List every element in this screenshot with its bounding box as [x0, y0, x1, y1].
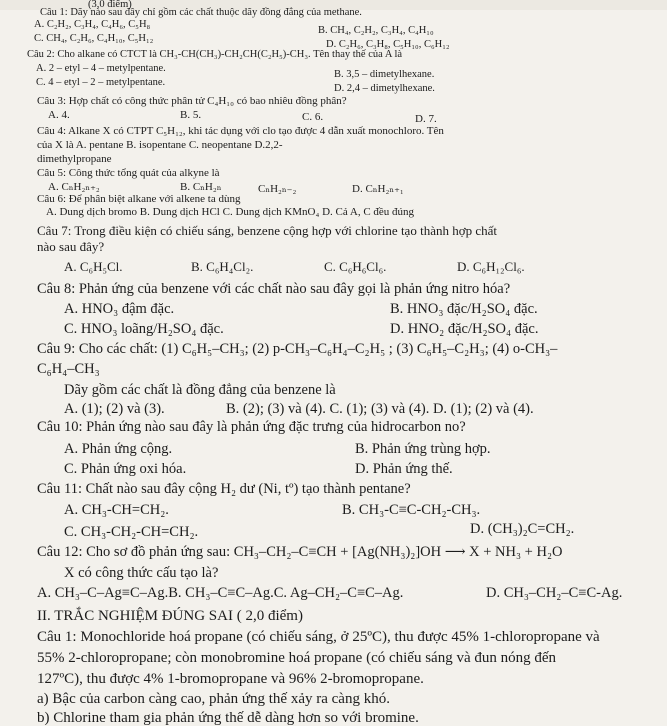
q3-option-d: D. 7.	[415, 113, 437, 125]
tf-question-1: Câu 1: Monochloride hoá propane (có chiếu sáng, ở 25ºC), thu được 45% 1-chloropropane và	[37, 629, 600, 645]
question-2: Câu 2: Cho alkane có CTCT là CH₃-CH(CH₃)-CH₂CH(C₂H₅)-CH₃. Tên thay thế của A là	[27, 49, 403, 60]
tf-statement-a: a) Bậc của carbon càng cao, phản ứng thế xảy ra càng khó.	[37, 691, 390, 707]
q2-option-d: D. 2,4 – dimetylhexane.	[334, 83, 435, 94]
question-12: Câu 12: Cho sơ đồ phản ứng sau: CH₃–CH₂–C≡CH + [Ag(NH₃)₂]OH ⟶ X + NH₃ + H₂O	[37, 544, 563, 560]
q2-option-a: A. 2 – etyl – 4 – metylpentane.	[36, 63, 166, 74]
q11-option-b: B. CH₃-C≡C-CH₂-CH₃.	[342, 502, 481, 518]
q8-option-b: B. HNO₃ đặc/H₂SO₄ đặc.	[390, 301, 538, 317]
q11-option-a: A. CH₃-CH=CH₂.	[64, 502, 169, 518]
question-5: Câu 5: Công thức tổng quát của alkyne là	[37, 167, 220, 179]
q12-prompt: X có công thức cấu tạo là?	[64, 565, 219, 581]
q2-option-c: C. 4 – etyl – 2 – metylpentane.	[36, 77, 166, 88]
q12-option-d: D. CH₃–CH₂–C≡C-Ag.	[486, 585, 623, 601]
q4-options: của X là A. pentane B. isopentane C. neopentane D.2,2-	[37, 139, 283, 151]
question-9-continued: C₆H₄–CH₃	[37, 361, 100, 377]
q3-option-c: C. 6.	[302, 111, 324, 123]
q1-option-b: B. CH₄, C₂H₂, C₃H₄, C₄H₁₀	[318, 25, 434, 36]
q10-option-d: D. Phản ứng thế.	[355, 461, 453, 477]
question-10: Câu 10: Phản ứng nào sau đây là phản ứng đặc trưng của hidrocarbon no?	[37, 419, 466, 435]
question-7: Câu 7: Trong điều kiện có chiếu sáng, benzene cộng hợp với chlorine tạo thành hợp chất	[37, 223, 497, 238]
q10-option-a: A. Phản ứng cộng.	[64, 441, 173, 457]
q3-option-a: A. 4.	[48, 109, 70, 121]
section-score: (3,0 điểm)	[88, 0, 132, 10]
q8-option-c: C. HNO₃ loãng/H₂SO₄ đặc.	[64, 321, 224, 337]
question-9: Câu 9: Cho các chất: (1) C₆H₅–CH₃; (2) p-CH₃–C₆H₄–C₂H₅ ; (3) C₆H₅–C₂H₃; (4) o-CH₃–	[37, 341, 558, 357]
question-6: Câu 6: Để phân biệt alkane với alkene ta dùng	[37, 193, 241, 205]
q7-option-a: A. C₆H₅Cl.	[64, 259, 123, 274]
q1-option-c: C. CH₄, C₂H₆, C₄H₁₀, C₅H₁₂	[34, 33, 154, 44]
q1-option-a: A. C₂H₂, C₃H₄, C₄H₆, C₅H₈	[34, 19, 151, 30]
q11-option-c: C. CH₃-CH₂-CH=CH₂.	[64, 524, 199, 540]
question-8: Câu 8: Phản ứng của benzene với các chất nào sau đây gọi là phản ứng nitro hóa?	[37, 281, 511, 297]
question-11: Câu 11: Chất nào sau đây cộng H₂ dư (Ni, tº) tạo thành pentane?	[37, 481, 411, 497]
q6-options: A. Dung dịch bromo B. Dung dịch HCl C. Dung dịch KMnO₄ D. Cả A, C đều đúng	[46, 206, 415, 218]
section-2-heading: II. TRẮC NGHIỆM ĐÚNG SAI ( 2,0 điểm)	[37, 608, 303, 624]
question-1: Câu 1: Dãy nào sau đây chỉ gồm các chất thuộc dãy đồng đẳng của methane.	[40, 7, 362, 18]
tf-question-1-line-2: 55% 2-chloropropane; còn monobromine hoá propane (có chiếu sáng và đun nóng đến	[37, 650, 557, 666]
q5-option-d: D. CₙH₂ₙ₊₁	[352, 183, 404, 195]
q9-options-bcd: B. (2); (3) và (4). C. (1); (3) và (4). D. (1); (2) và (4).	[226, 401, 534, 417]
q9-prompt: Dãy gồm các chất là đồng đẳng của benzene là	[64, 382, 336, 398]
q2-option-b: B. 3,5 – dimetylhexane.	[334, 69, 435, 80]
q4-option-d-continued: dimethylpropane	[37, 153, 112, 165]
question-3: Câu 3: Hợp chất có công thức phân tử C₄H₁₀ có bao nhiêu đồng phân?	[37, 95, 347, 107]
question-4: Câu 4: Alkane X có CTPT C₅H₁₂, khi tác dụng với clo tạo được 4 dẫn xuất monochloro. Tên	[37, 125, 444, 137]
q11-option-d: D. (CH₃)₂C=CH₂.	[470, 521, 575, 537]
q9-option-a: A. (1); (2) và (3).	[64, 401, 165, 417]
q8-option-d: D. HNO₂ đặc/H₂SO₄ đặc.	[390, 321, 539, 337]
q5-option-c: CₙH₂ₙ₋₂	[258, 183, 297, 195]
tf-question-1-line-3: 127ºC), thu được 4% 1-bromopropane và 96% 2-bromopropane.	[37, 671, 424, 687]
q12-options-abc: A. CH₃–C–Ag≡C–Ag.B. CH₃–C≡C–Ag.C. Ag–CH₂–C≡C–Ag.	[37, 585, 404, 601]
question-7-continued: nào sau đây?	[37, 239, 105, 254]
q10-option-b: B. Phản ứng trùng hợp.	[355, 441, 491, 457]
q7-option-c: C. C₆H₆Cl₆.	[324, 259, 387, 274]
q1-option-d: D. C₂H₆, C₃H₈, C₅H₁₀, C₆H₁₂	[326, 39, 450, 50]
q10-option-c: C. Phản ứng oxi hóa.	[64, 461, 187, 477]
q7-option-b: B. C₆H₄Cl₂.	[191, 259, 254, 274]
q5-option-a: A. CₙH₂ₙ₊₂	[48, 181, 100, 193]
tf-statement-b: b) Chlorine tham gia phản ứng thế dễ dàng hơn so với bromine.	[37, 710, 419, 726]
q8-option-a: A. HNO₃ đậm đặc.	[64, 301, 175, 317]
q7-option-d: D. C₆H₁₂Cl₆.	[457, 259, 525, 274]
q3-option-b: B. 5.	[180, 109, 202, 121]
q5-option-b: B. CₙH₂ₙ	[180, 181, 222, 193]
